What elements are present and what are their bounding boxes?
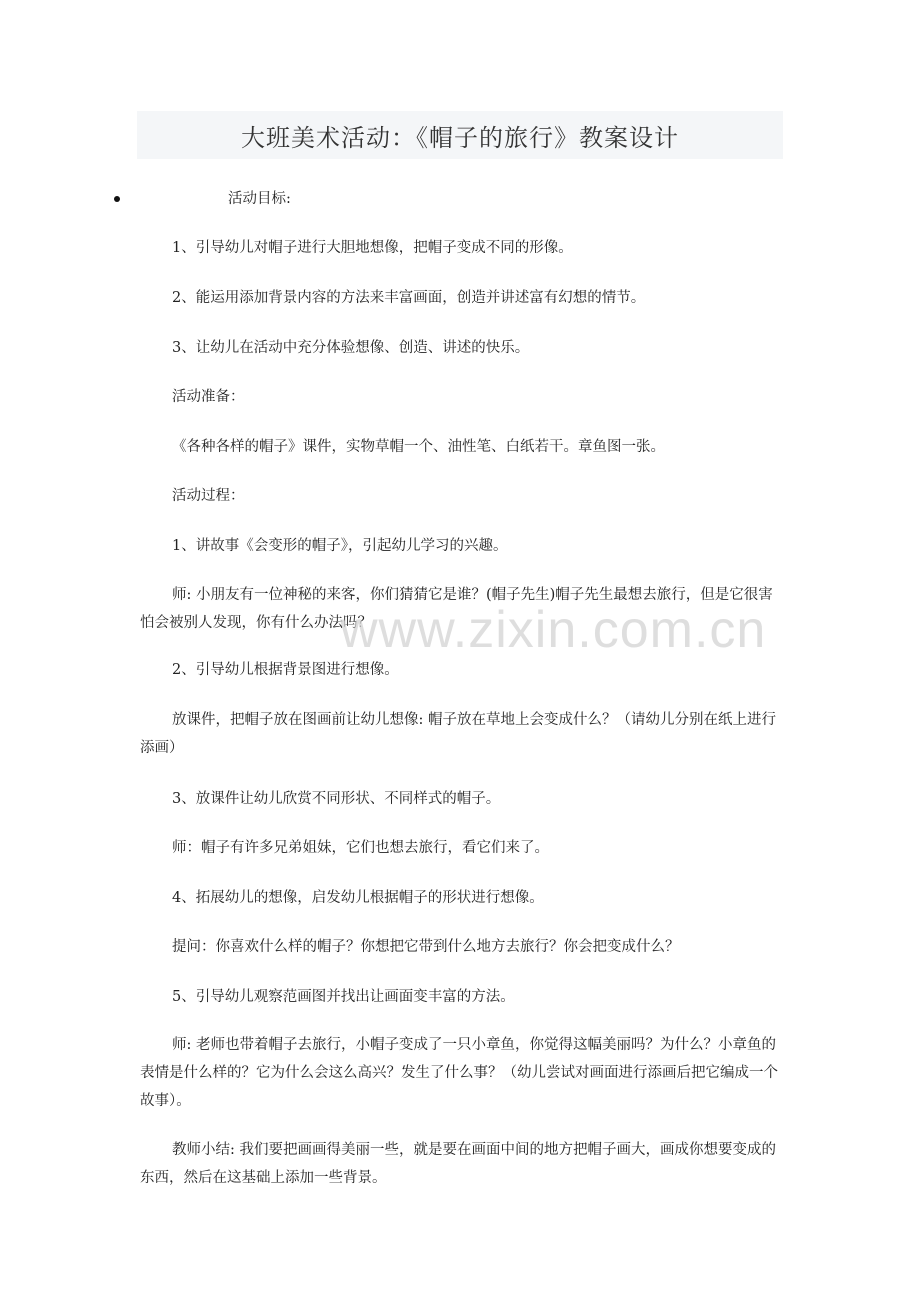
- process-step-3: 3、放课件让幼儿欣赏不同形状、不同样式的帽子。: [172, 791, 501, 807]
- question-prompt: 提问：你喜欢什么样的帽子？你想把它带到什么地方去旅行？你会把变成什么？: [172, 939, 680, 955]
- section-heading-goals: 活动目标:: [228, 191, 291, 207]
- goal-item-2: 2、能运用添加背景内容的方法来丰富画面，创造并讲述富有幻想的情节。: [172, 290, 646, 306]
- preparation-text: 《各种各样的帽子》课件，实物草帽一个、油性笔、白纸若干。章鱼图一张。: [172, 439, 665, 455]
- watermark-text: www.zixin.com.cn: [340, 601, 767, 659]
- document-title: 大班美术活动：《帽子的旅行》教案设计: [241, 123, 679, 152]
- section-heading-preparation: 活动准备：: [172, 389, 245, 405]
- teacher-dialogue-1: 师: 小朋友有一位神秘的来客，你们猜猜它是谁？(帽子先生)帽子先生最想去旅行，但是它很害怕会被别人发现，你有什么办法吗？: [140, 587, 773, 631]
- goal-item-3: 3、让幼儿在活动中充分体验想像、创造、讲述的快乐。: [172, 340, 530, 356]
- process-step-2: 2、引导幼儿根据背景图进行想像。: [172, 662, 399, 678]
- teacher-dialogue-3: 师: 老师也带着帽子去旅行，小帽子变成了一只小章鱼，你觉得这幅美丽吗？为什么？小章鱼的表情是什么样的？它为什么会这么高兴？发生了什么事？（幼儿尝试对画面进行添画后把它编成一个故事）。: [140, 1037, 778, 1109]
- list-bullet: [114, 196, 120, 202]
- teacher-dialogue-2: 师：帽子有许多兄弟姐妹，它们也想去旅行，看它们来了。: [172, 840, 549, 856]
- goal-item-1: 1、引导幼儿对帽子进行大胆地想像，把帽子变成不同的形像。: [172, 240, 573, 256]
- section-heading-process: 活动过程：: [172, 488, 245, 504]
- title-banner: [137, 111, 783, 159]
- process-step-1: 1、讲故事《会变形的帽子》，引起幼儿学习的兴趣。: [172, 538, 508, 554]
- courseware-instruction: 放课件，把帽子放在图画前让幼儿想像: 帽子放在草地上会变成什么？（请幼儿分别在纸上进行添画）: [140, 712, 776, 756]
- process-step-4: 4、拓展幼儿的想像，启发幼儿根据帽子的形状进行想像。: [172, 890, 544, 906]
- teacher-summary: 教师小结: 我们要把画画得美丽一些，就是要在画面中间的地方把帽子画大，画成你想要变成的东西，然后在这基础上添加一些背景。: [140, 1142, 776, 1186]
- process-step-5: 5、引导幼儿观察范画图并找出让画面变丰富的方法。: [172, 989, 515, 1005]
